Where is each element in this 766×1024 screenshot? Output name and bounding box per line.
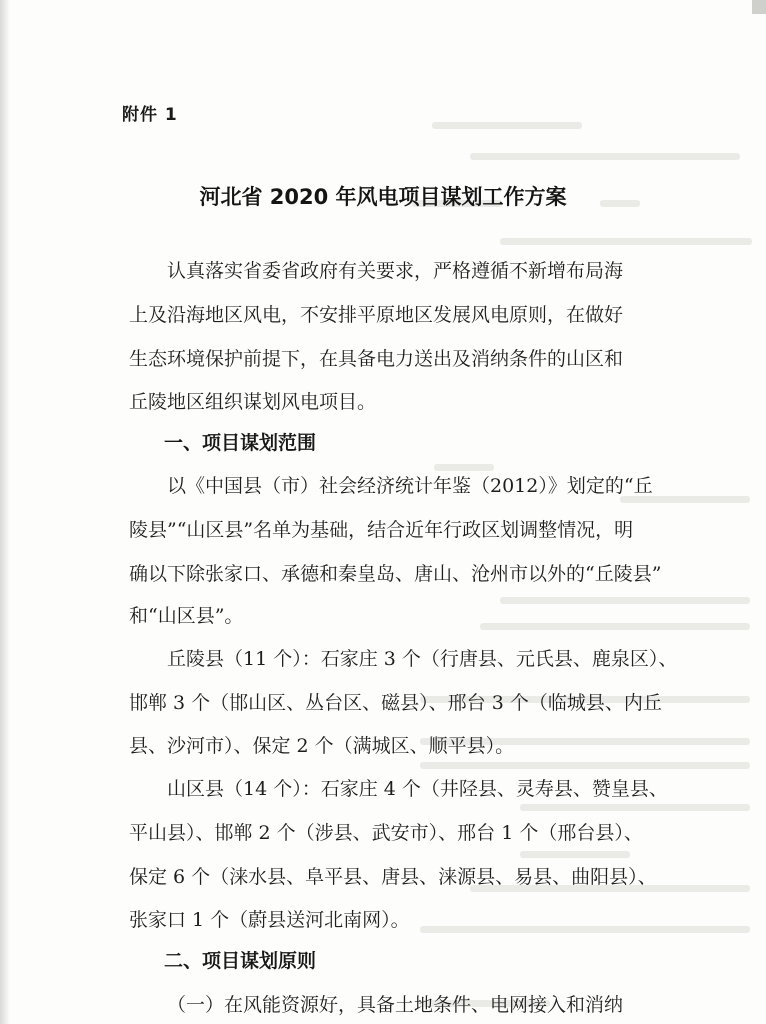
section-1-para-1-line-4: 和“山区县”。 <box>129 605 244 627</box>
attachment-label: 附件 1 <box>122 105 178 125</box>
section-1-para-3-line-1: 山区县（14 个）：石家庄 4 个（井陉县、灵寿县、赞皇县、 <box>167 778 668 800</box>
document-title: 河北省 2020 年风电项目谋划工作方案 <box>199 185 567 209</box>
section-1-para-2-line-1: 丘陵县（11 个）：石家庄 3 个（行唐县、元氏县、鹿泉区）、 <box>167 648 678 670</box>
section-1-para-3-line-2: 平山县）、邯郸 2 个（涉县、武安市）、邢台 1 个（邢台县）、 <box>129 822 643 844</box>
intro-line-4: 丘陵地区组织谋划风电项目。 <box>129 391 377 413</box>
section-2-para-1-line-1: （一）在风能资源好，具备土地条件、电网接入和消纳 <box>167 994 624 1016</box>
section-1-para-2-line-2: 邯郸 3 个（邯山区、丛台区、磁县）、邢台 3 个（临城县、内丘 <box>129 692 662 714</box>
intro-line-3: 生态环境保护前提下，在具备电力送出及消纳条件的山区和 <box>129 348 624 370</box>
section-1-para-1-line-1: 以《中国县（市）社会经济统计年鉴（2012）》划定的“丘 <box>167 475 653 497</box>
section-1-para-3-line-3: 保定 6 个（涞水县、阜平县、唐县、涞源县、易县、曲阳县）、 <box>129 866 657 888</box>
section-1-para-2-line-3: 县、沙河市）、保定 2 个（满城区、顺平县）。 <box>129 735 515 757</box>
section-1-para-3-line-4: 张家口 1 个（蔚县送河北南网）。 <box>129 909 410 931</box>
section-1-para-1-line-2: 陵县”“山区县”名单为基础，结合近年行政区划调整情况，明 <box>129 519 634 541</box>
intro-line-2: 上及沿海地区风电，不安排平原地区发展风电原则，在做好 <box>129 304 624 326</box>
section-1-heading: 一、项目谋划范围 <box>164 432 317 454</box>
intro-line-1: 认真落实省委省政府有关要求，严格遵循不新增布局海 <box>167 260 624 282</box>
section-2-heading: 二、项目谋划原则 <box>164 950 317 972</box>
section-1-para-1-line-3: 确以下除张家口、承德和秦皇岛、唐山、沧州市以外的“丘陵县” <box>129 563 662 585</box>
